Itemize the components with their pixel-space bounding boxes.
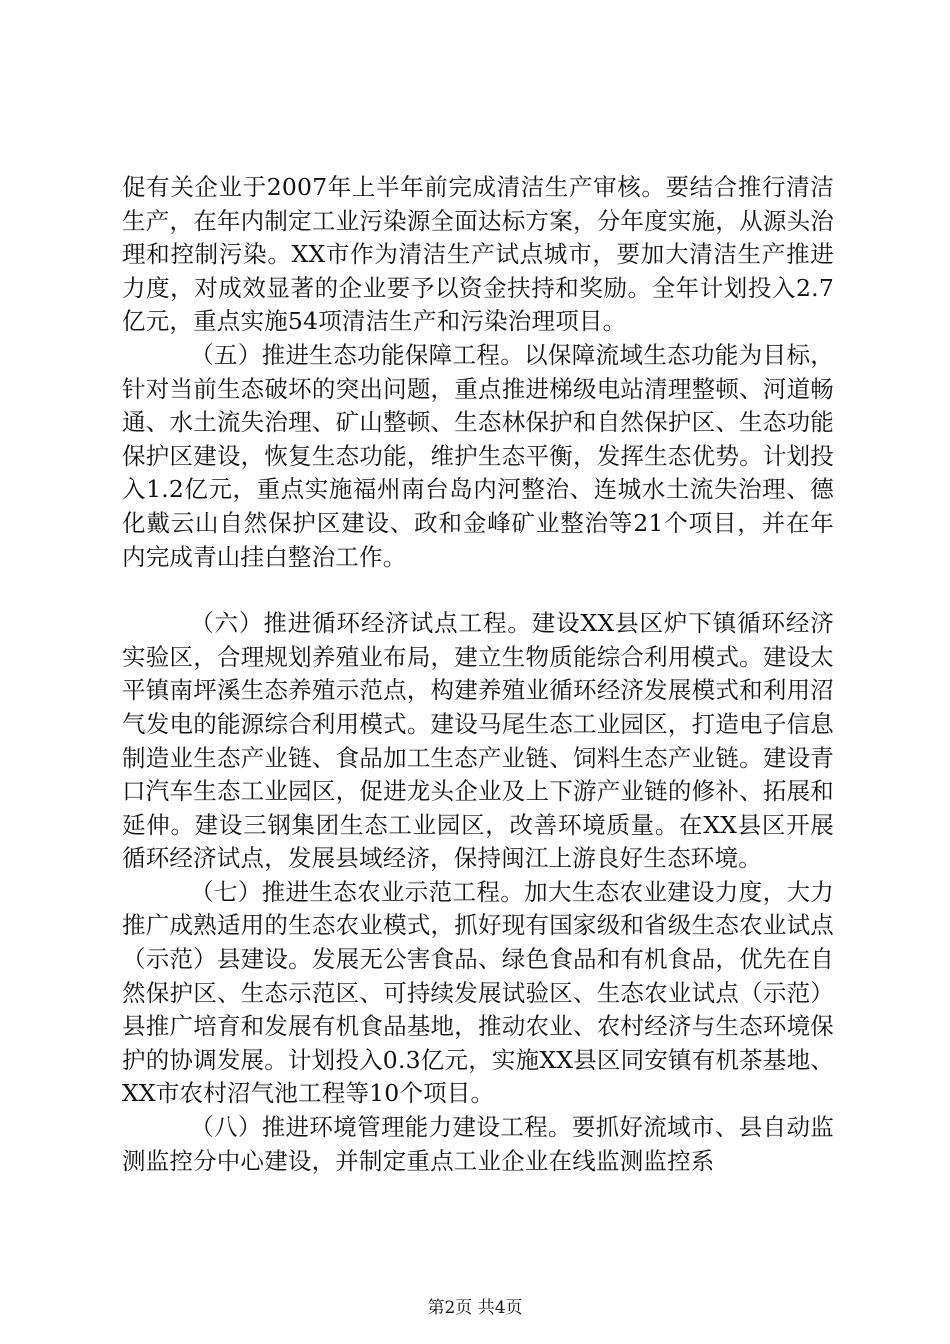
paragraph-section-eight: （八）推进环境管理能力建设工程。要抓好流域市、县自动监测监控分中心建设，并制定重点工业企业在线监测监控系 <box>122 1113 834 1175</box>
document-body <box>122 171 834 1178</box>
page-number-footer: 第2页 共4页 <box>427 1298 523 1318</box>
paragraph-cleaner-production: 促有关企业于2007年上半年前完成清洁生产审核。要结合推行清洁生产，在年内制定工业污染源全面达标方案，分年度实施，从源头治理和控制污染。XX市作为清洁生产试点城市，要加大清洁生产推进力度，对成效显著的企业要予以资金扶持和奖励。全年计划投入2.7亿元，重点实施54项清洁生产和污染治理项目。 <box>122 173 834 336</box>
paragraph-section-seven: （七）推进生态农业示范工程。加大生态农业建设力度，大力推广成熟适用的生态农业模式，抓好现有国家级和省级生态农业试点（示范）县建设。发展无公害食品、绿色食品和有机食品，优先在自然保护区、生态示范区、可持续发展试验区、生态农业试点（示范）县推广培育和发展有机食品基地，推动农业、农村经济与生态环境保护的协调发展。计划投入0.3亿元，实施XX县区同安镇有机茶基地、XX市农村沼气池工程等10个项目。 <box>122 877 834 1108</box>
paragraph-section-six: （六）推进循环经济试点工程。建设XX县区炉下镇循环经济实验区，合理规划养殖业布局，建立生物质能综合利用模式。建设太平镇南坪溪生态养殖示范点，构建养殖业循环经济发展模式和利用沼气发电的能源综合利用模式。建设马尾生态工业园区，打造电子信息制造业生态产业链、食品加工生态产业链、饲料生态产业链。建设青口汽车生态工业园区，促进龙头企业及上下游产业链的修补、拓展和延伸。建设三钢集团生态工业园区，改善环境质量。在XX县区开展循环经济试点，发展县域经济，保持闽江上游良好生态环境。 <box>122 609 834 873</box>
paragraph-spacer <box>122 574 834 607</box>
paragraph-section-five: （五）推进生态功能保障工程。以保障流域生态功能为目标，针对当前生态破坏的突出问题，重点推进梯级电站清理整顿、河道畅通、水土流失治理、矿山整顿、生态林保护和自然保护区、生态功能保护区建设，恢复生态功能，维护生态平衡，发挥生态优势。计划投入1.2亿元，重点实施福州南台岛内河整治、连城水土流失治理、德化戴云山自然保护区建设、政和金峰矿业整治等21个项目，并在年内完成青山挂白整治工作。 <box>122 340 834 571</box>
